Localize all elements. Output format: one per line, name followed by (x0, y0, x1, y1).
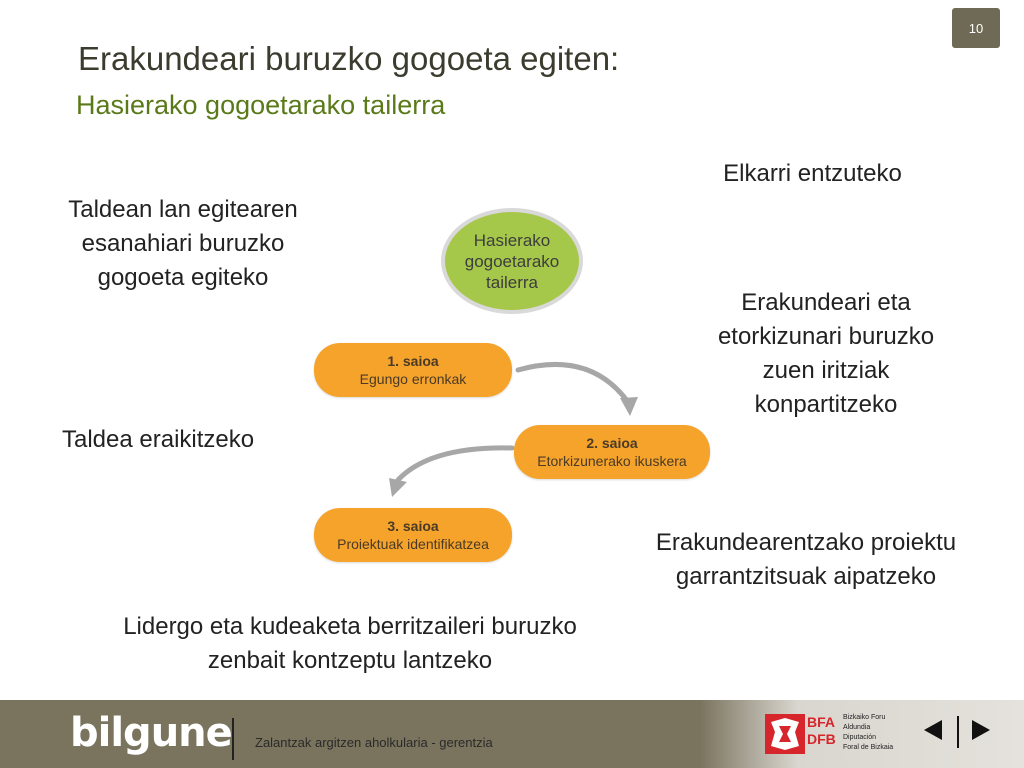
curved-arrow-icon (518, 364, 638, 416)
circle-line: Hasierako (473, 230, 551, 250)
next-slide-button[interactable] (968, 716, 994, 744)
session-name: Egungo erronkak (359, 371, 467, 387)
bfa-line: Aldundia (843, 724, 871, 731)
session-number: 3. saioa (387, 518, 439, 534)
nav-divider (957, 716, 959, 748)
note-line: Erakundearentzako proiektu (655, 529, 957, 556)
bfa-line: Foral de Bizkaia (843, 744, 894, 751)
page-subtitle: Hasierako gogoetarako tailerra (76, 90, 446, 120)
bfa-line: Bizkaiko Foru (843, 714, 886, 721)
session-number: 2. saioa (586, 435, 638, 451)
bilgune-logo: bilgune (70, 710, 232, 756)
page-number: 10 (968, 20, 984, 36)
note-team-building: Taldea eraikitzeko (62, 426, 255, 453)
page-title: Erakundeari buruzko gogoeta egiten: (78, 40, 620, 77)
circle-line: tailerra (486, 272, 538, 292)
bfa-abbr: BFA (807, 714, 835, 730)
curved-arrow-icon (389, 448, 512, 497)
note-listening: Elkarri entzuteko (723, 160, 902, 187)
workshop-circle (441, 208, 583, 314)
prev-slide-button[interactable] (920, 716, 946, 744)
note-line: Erakundeari eta (741, 289, 911, 316)
note-line: zenbait kontzeptu lantzeko (207, 647, 493, 674)
circle-line: gogoetarako (464, 251, 560, 271)
note-line: zuen iritziak (762, 357, 890, 384)
note-line: gogoeta egiteko (97, 264, 269, 291)
session-name: Proiektuak identifikatzea (337, 536, 489, 552)
session-number: 1. saioa (387, 353, 439, 369)
footer-divider (232, 718, 234, 760)
next-arrow-icon (968, 716, 994, 744)
session-3-pill (314, 508, 512, 562)
note-line: etorkizunari buruzko (717, 323, 935, 350)
prev-arrow-icon (920, 716, 946, 744)
note-line: konpartitzeko (754, 391, 898, 418)
session-1-pill (314, 343, 512, 397)
note-line: esanahiari buruzko (81, 230, 285, 257)
session-2-pill (514, 425, 710, 479)
dfb-abbr: DFB (807, 731, 836, 747)
note-line: Taldean lan egitearen (68, 196, 298, 223)
bfa-line: Diputación (843, 734, 877, 741)
note-line: Lidergo eta kudeaketa berritzaileri buruzko (123, 613, 577, 640)
bfa-dfb-logo (765, 710, 915, 758)
session-name: Etorkizunerako ikuskera (537, 453, 687, 469)
note-line: garrantzitsuak aipatzeko (675, 563, 937, 590)
footer-tagline: Zalantzak argitzen aholkularia - gerentzia (255, 735, 493, 750)
